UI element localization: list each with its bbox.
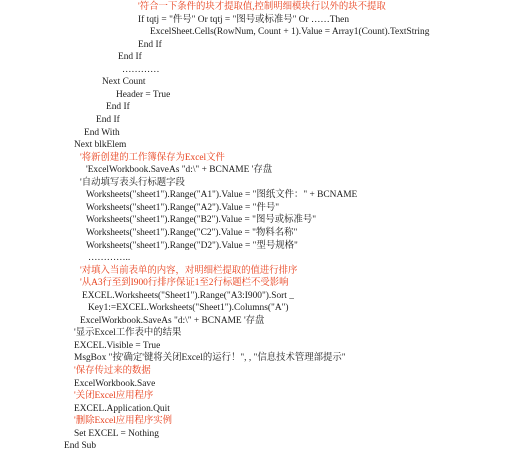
code-line: Header = True [116,89,171,100]
code-line: Next blkElem [74,140,127,151]
code-line: If tqtj = "件号" Or tqtj = "图号或标准号" Or ……Then [138,14,350,25]
code-line: ………….. [88,253,131,263]
code-line: ExcelWorkbook.Save [74,378,156,389]
code-line: EXCEL.Application.Quit [74,403,170,414]
code-comment-line: '关闭Excel应用程序 [74,391,154,402]
code-line: Worksheets("sheet1").Range("C2").Value = "物料名称" [86,227,298,238]
code-line: '显示Excel工作表中的结果 [74,328,182,339]
code-line: Set EXCEL = Nothing [74,428,159,439]
code-line: End If [138,39,162,50]
code-line: End Sub [64,441,97,452]
code-line: 'ExcelWorkbook.SaveAs "d:\" + BCNAME '存盘 [86,165,273,176]
code-comment-line: '将新创建的工作簿保存为Excel文件 [80,152,225,163]
code-line: End If [106,102,130,113]
code-line: Key1:=EXCEL.Worksheets("Sheet1").Columns("A") [88,303,289,314]
code-line: ………… [122,64,160,75]
code-line: '自动填写表头行标题字段 [80,177,185,188]
code-comment-line: '删除Excel应用程序实例 [74,416,173,427]
code-line: Worksheets("sheet1").Range("A1").Value = "图纸文件：" + BCNAME [86,190,358,201]
code-line: MsgBox "按'确定'键将关闭Excel的运行！", , "信息技术管理部提示" [74,353,346,364]
code-line: Worksheets("sheet1").Range("A2").Value = "件号" [86,202,280,213]
code-line: Next Count [102,77,146,88]
code-line: EXCEL.Visible = True [74,340,161,351]
code-line: End If [96,115,120,125]
code-line: ExcelSheet.Cells(RowNum, Count + 1).Value = Array1(Count).TextString [150,27,430,38]
code-line: ExcelWorkbook.SaveAs "d:\" + BCNAME '存盘 [80,315,265,326]
code-comment-line: '从A3行至到I900行排序保证1至2行标题栏不受影响 [80,278,289,289]
code-line: End With [84,127,120,138]
code-comment-line: '保存传过来的数据 [74,366,151,376]
code-line: EXCEL.Worksheets("Sheet1").Range("A3:I900").Sort _ [82,290,294,301]
code-comment-line: '符合一下条件的块才提取值,控制明细模块行以外的块不提取 [138,2,386,12]
code-line: End If [118,52,142,63]
code-line: Worksheets("sheet1").Range("D2").Value = "型号规格" [86,240,298,251]
code-comment-line: '对填入当前表单的内容，对明细栏提取的值进行排序 [80,265,298,276]
code-line: Worksheets("sheet1").Range("B2").Value = "图号或标准号" [86,215,317,226]
